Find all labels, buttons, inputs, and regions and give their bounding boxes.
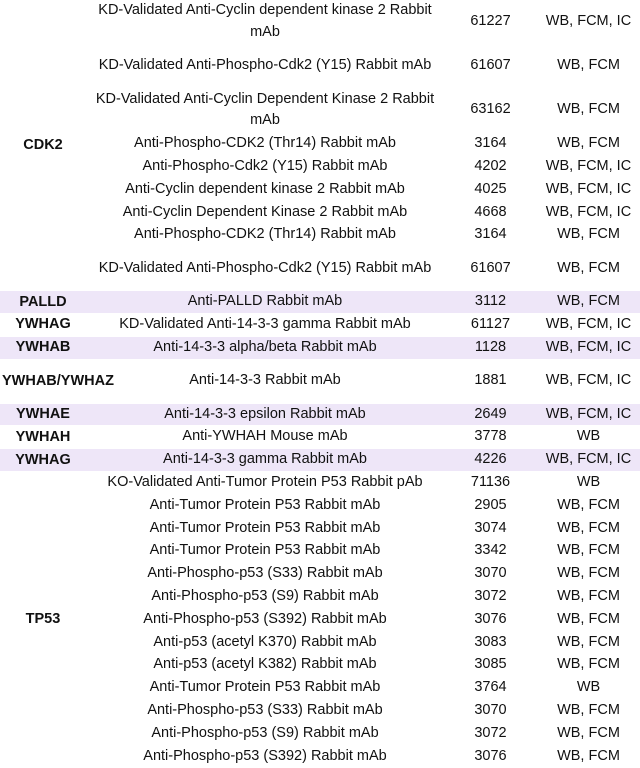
applications-cell: WB, FCM, IC [537,359,640,403]
antibody-name-cell: Anti-Phospho-Cdk2 (Y15) Rabbit mAb [86,155,444,178]
antibody-name-cell: Anti-Tumor Protein P53 Rabbit mAb [86,494,444,517]
applications-cell: WB, FCM, IC [537,201,640,224]
table-row [0,608,640,631]
table-row [0,654,640,677]
table-row [0,699,640,722]
table-row [0,677,640,700]
table-row [0,745,640,768]
table-row [0,133,640,156]
applications-cell: WB, FCM, IC [537,0,640,44]
catalog-number-cell: 3070 [444,699,537,722]
catalog-number-cell: 4226 [444,449,537,472]
catalog-number-cell: 3072 [444,722,537,745]
table-row [0,471,640,494]
antibody-name-cell: Anti-PALLD Rabbit mAb [86,291,444,314]
antibody-name-cell: Anti-Phospho-CDK2 (Thr14) Rabbit mAb [86,133,444,156]
catalog-number-cell: 1881 [444,359,537,403]
antibody-name-cell: Anti-YWHAH Mouse mAb [86,426,444,449]
catalog-number-cell: 3076 [444,608,537,631]
catalog-number-cell: 61607 [444,44,537,88]
gene-cell: YWHAB/YWHAZ [0,359,86,403]
table-row [0,0,640,44]
table-row [0,224,640,247]
applications-cell: WB, FCM, IC [537,155,640,178]
applications-cell: WB [537,471,640,494]
antibody-name-cell: Anti-14-3-3 gamma Rabbit mAb [86,449,444,472]
antibody-name-cell: KD-Validated Anti-Cyclin dependent kinase 2 Rabbit mAb [86,0,444,44]
applications-cell: WB, FCM [537,608,640,631]
catalog-number-cell: 4202 [444,155,537,178]
applications-cell: WB, FCM, IC [537,336,640,359]
table-row [0,449,640,472]
antibody-name-cell: Anti-14-3-3 epsilon Rabbit mAb [86,403,444,426]
table-row [0,88,640,133]
table-row [0,155,640,178]
antibody-name-cell: Anti-Phospho-p53 (S33) Rabbit mAb [86,563,444,586]
catalog-number-cell: 3342 [444,540,537,563]
antibody-name-cell: Anti-Tumor Protein P53 Rabbit mAb [86,517,444,540]
antibody-name-cell: Anti-Phospho-CDK2 (Thr14) Rabbit mAb [86,224,444,247]
antibody-name-cell: Anti-p53 (acetyl K382) Rabbit mAb [86,654,444,677]
applications-cell: WB, FCM [537,654,640,677]
catalog-number-cell: 71136 [444,471,537,494]
table-row [0,426,640,449]
table-row [0,631,640,654]
table-row [0,44,640,88]
table-row [0,494,640,517]
antibody-name-cell: KD-Validated Anti-Phospho-Cdk2 (Y15) Rabbit mAb [86,247,444,291]
catalog-number-cell: 1128 [444,336,537,359]
applications-cell: WB, FCM, IC [537,403,640,426]
table-row [0,336,640,359]
applications-cell: WB, FCM, IC [537,449,640,472]
table-row [0,563,640,586]
catalog-number-cell: 2905 [444,494,537,517]
gene-cell: YWHAG [0,313,86,336]
table-row [0,722,640,745]
catalog-number-cell: 3072 [444,585,537,608]
catalog-number-cell: 3164 [444,133,537,156]
applications-cell: WB, FCM [537,247,640,291]
applications-cell: WB, FCM [537,88,640,133]
gene-cell: TP53 [0,471,86,767]
applications-cell: WB, FCM [537,494,640,517]
antibody-name-cell: Anti-Phospho-p53 (S33) Rabbit mAb [86,699,444,722]
catalog-number-cell: 3070 [444,563,537,586]
catalog-number-cell: 4668 [444,201,537,224]
table-row [0,540,640,563]
applications-cell: WB, FCM [537,133,640,156]
catalog-number-cell: 3164 [444,224,537,247]
table-row [0,403,640,426]
table-row [0,291,640,314]
applications-cell: WB, FCM [537,224,640,247]
applications-cell: WB, FCM [537,699,640,722]
gene-cell: CDK2 [0,0,86,291]
table-row [0,585,640,608]
antibody-name-cell: Anti-Phospho-p53 (S392) Rabbit mAb [86,745,444,768]
table-row [0,178,640,201]
catalog-number-cell: 3764 [444,677,537,700]
catalog-number-cell: 3085 [444,654,537,677]
applications-cell: WB, FCM [537,745,640,768]
antibody-name-cell: Anti-Phospho-p53 (S9) Rabbit mAb [86,585,444,608]
catalog-number-cell: 63162 [444,88,537,133]
applications-cell: WB, FCM, IC [537,178,640,201]
antibody-name-cell: Anti-Tumor Protein P53 Rabbit mAb [86,677,444,700]
applications-cell: WB, FCM [537,540,640,563]
table-row [0,313,640,336]
antibody-name-cell: KD-Validated Anti-14-3-3 gamma Rabbit mAb [86,313,444,336]
applications-cell: WB, FCM [537,517,640,540]
antibody-name-cell: KO-Validated Anti-Tumor Protein P53 Rabbit pAb [86,471,444,494]
table-row [0,517,640,540]
catalog-number-cell: 3083 [444,631,537,654]
applications-cell: WB, FCM [537,563,640,586]
gene-cell: YWHAH [0,426,86,449]
antibody-name-cell: KD-Validated Anti-Cyclin Dependent Kinase 2 Rabbit mAb [86,88,444,133]
table-row [0,201,640,224]
applications-cell: WB, FCM [537,585,640,608]
gene-cell: YWHAE [0,403,86,426]
catalog-number-cell: 3074 [444,517,537,540]
gene-cell: YWHAG [0,449,86,472]
table-row [0,247,640,291]
antibody-name-cell: Anti-Tumor Protein P53 Rabbit mAb [86,540,444,563]
antibody-name-cell: Anti-14-3-3 Rabbit mAb [86,359,444,403]
catalog-number-cell: 61227 [444,0,537,44]
catalog-number-cell: 61127 [444,313,537,336]
catalog-number-cell: 3076 [444,745,537,768]
applications-cell: WB [537,426,640,449]
antibody-name-cell: Anti-Phospho-p53 (S392) Rabbit mAb [86,608,444,631]
catalog-number-cell: 4025 [444,178,537,201]
antibody-name-cell: Anti-Cyclin Dependent Kinase 2 Rabbit mAb [86,201,444,224]
antibody-name-cell: Anti-p53 (acetyl K370) Rabbit mAb [86,631,444,654]
gene-cell: YWHAB [0,336,86,359]
applications-cell: WB [537,677,640,700]
catalog-number-cell: 3778 [444,426,537,449]
catalog-number-cell: 3112 [444,291,537,314]
applications-cell: WB, FCM [537,631,640,654]
catalog-number-cell: 61607 [444,247,537,291]
antibody-name-cell: Anti-Phospho-p53 (S9) Rabbit mAb [86,722,444,745]
gene-cell: PALLD [0,291,86,314]
applications-cell: WB, FCM [537,44,640,88]
catalog-number-cell: 2649 [444,403,537,426]
antibody-name-cell: Anti-Cyclin dependent kinase 2 Rabbit mAb [86,178,444,201]
antibody-name-cell: KD-Validated Anti-Phospho-Cdk2 (Y15) Rabbit mAb [86,44,444,88]
applications-cell: WB, FCM, IC [537,313,640,336]
table-row [0,359,640,403]
applications-cell: WB, FCM [537,291,640,314]
applications-cell: WB, FCM [537,722,640,745]
antibody-name-cell: Anti-14-3-3 alpha/beta Rabbit mAb [86,336,444,359]
